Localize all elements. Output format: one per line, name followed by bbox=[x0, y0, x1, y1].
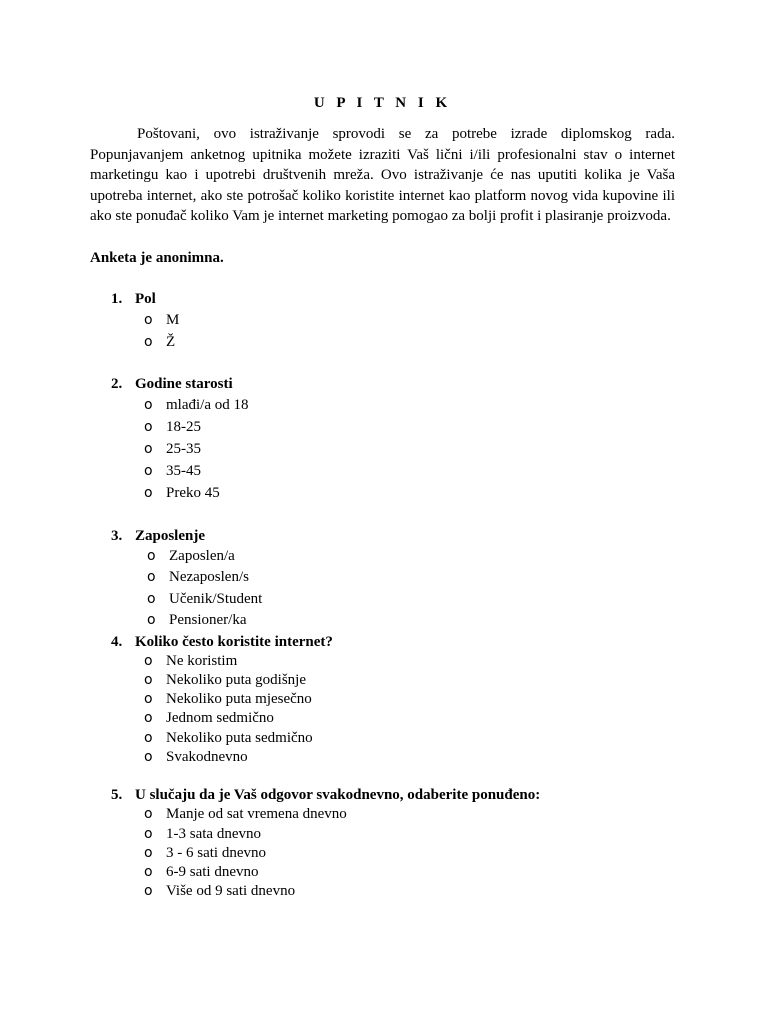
option-item bbox=[90, 805, 675, 824]
option-list bbox=[90, 652, 675, 768]
option-label: Nekoliko puta mjesečno bbox=[166, 691, 312, 708]
option-label: Nekoliko puta sedmično bbox=[166, 729, 313, 746]
bullet-icon: o bbox=[144, 806, 153, 823]
option-item bbox=[90, 331, 675, 353]
bullet-icon: o bbox=[144, 652, 153, 669]
question-number: 1. bbox=[111, 290, 123, 307]
bullet-icon: o bbox=[147, 612, 156, 628]
option-item bbox=[90, 729, 675, 748]
option-label: Preko 45 bbox=[166, 484, 220, 501]
option-label: 1-3 sata dnevno bbox=[166, 825, 261, 842]
option-list bbox=[90, 805, 675, 901]
option-list bbox=[90, 394, 675, 504]
bullet-icon: o bbox=[147, 590, 156, 607]
option-label: Nezaposlen/s bbox=[169, 569, 249, 585]
question-text: U slučaju da je Vaš odgovor svakodnevno, odaberite ponuđeno: bbox=[135, 787, 541, 804]
option-label: 35-45 bbox=[166, 462, 201, 479]
document-title: U P I T N I K bbox=[313, 95, 452, 111]
bullet-icon: o bbox=[144, 729, 153, 746]
question-number: 5. bbox=[111, 787, 123, 804]
bullet-icon: o bbox=[144, 311, 153, 328]
bullet-icon: o bbox=[144, 484, 153, 501]
question-4 bbox=[90, 632, 675, 768]
option-label: Zaposlen/a bbox=[169, 547, 235, 564]
option-item bbox=[90, 610, 675, 632]
bullet-icon: o bbox=[147, 547, 156, 564]
bullet-icon: o bbox=[144, 671, 153, 688]
bullet-icon: o bbox=[144, 864, 153, 881]
option-list bbox=[90, 309, 675, 353]
anonymous-note: Anketa je anonimna. bbox=[90, 249, 224, 266]
question-5 bbox=[90, 785, 675, 901]
bullet-icon: o bbox=[144, 844, 153, 861]
option-item bbox=[90, 309, 675, 331]
option-label: Manje od sat vremena dnevno bbox=[166, 806, 347, 823]
option-label: Jednom sedmično bbox=[166, 710, 274, 727]
bullet-icon: o bbox=[144, 440, 153, 457]
option-list bbox=[90, 546, 675, 632]
question-2 bbox=[90, 374, 675, 504]
option-label: mlađi/a od 18 bbox=[166, 396, 249, 413]
question-1 bbox=[90, 289, 675, 353]
option-item bbox=[90, 844, 675, 863]
option-item bbox=[90, 709, 675, 728]
option-item bbox=[90, 482, 675, 504]
bullet-icon: o bbox=[144, 883, 153, 900]
option-item bbox=[90, 546, 675, 568]
option-item bbox=[90, 394, 675, 416]
option-label: 3 - 6 sati dnevno bbox=[166, 844, 266, 861]
option-item bbox=[90, 748, 675, 767]
bullet-icon: o bbox=[144, 333, 153, 350]
option-label: 18-25 bbox=[166, 418, 201, 435]
option-label: 25-35 bbox=[166, 440, 201, 457]
question-text: Godine starosti bbox=[135, 375, 233, 392]
question-number: 3. bbox=[111, 527, 123, 544]
document-page bbox=[90, 92, 675, 902]
bullet-icon: o bbox=[144, 462, 153, 479]
option-item bbox=[90, 690, 675, 709]
option-item bbox=[90, 825, 675, 844]
option-label: Ne koristim bbox=[166, 652, 238, 669]
option-label: Više od 9 sati dnevno bbox=[166, 883, 296, 900]
question-3 bbox=[90, 526, 675, 632]
option-item bbox=[90, 882, 675, 901]
option-item bbox=[90, 589, 675, 611]
option-label: 6-9 sati dnevno bbox=[166, 864, 259, 881]
intro-paragraph: Poštovani, ovo istraživanje sprovodi se za potrebe izrade diplomskog rada. Popunjavanjem anketnog upitnika možete izraziti Vaš lični i/ili profesionalni stav o internet marketingu kao i upotrebi društvenih mreža. Ovo istraživanje će nas uputiti kolika je Vaša upotreba internet, ako ste potrošač koliko koristite internet kao platform novog vida kupovine ili ako ste ponuđač koliko Vam je internet marketing pomogao za bolji profit i plasiranje proizvoda. bbox=[90, 126, 675, 224]
option-item bbox=[90, 671, 675, 690]
option-item bbox=[90, 652, 675, 671]
bullet-icon: o bbox=[144, 691, 153, 708]
bullet-icon: o bbox=[144, 396, 153, 413]
option-item bbox=[90, 460, 675, 482]
option-label: Pensioner/ka bbox=[169, 612, 247, 628]
question-number: 2. bbox=[111, 375, 123, 392]
question-text: Koliko često koristite internet? bbox=[135, 633, 333, 650]
option-label: Učenik/Student bbox=[169, 590, 263, 607]
bullet-icon: o bbox=[144, 825, 153, 842]
bullet-icon: o bbox=[144, 418, 153, 435]
option-label: M bbox=[166, 311, 180, 328]
bullet-icon: o bbox=[144, 710, 153, 727]
option-label: Nekoliko puta godišnje bbox=[166, 671, 306, 688]
option-item bbox=[90, 416, 675, 438]
bullet-icon: o bbox=[147, 569, 156, 585]
question-text: Zaposlenje bbox=[135, 527, 206, 544]
question-number: 4. bbox=[111, 633, 123, 650]
question-text: Pol bbox=[135, 290, 156, 307]
bullet-icon: o bbox=[144, 748, 153, 765]
option-label: Svakodnevno bbox=[166, 748, 248, 765]
option-label: Ž bbox=[166, 333, 176, 350]
option-item bbox=[90, 567, 675, 589]
option-item bbox=[90, 438, 675, 460]
option-item bbox=[90, 863, 675, 882]
